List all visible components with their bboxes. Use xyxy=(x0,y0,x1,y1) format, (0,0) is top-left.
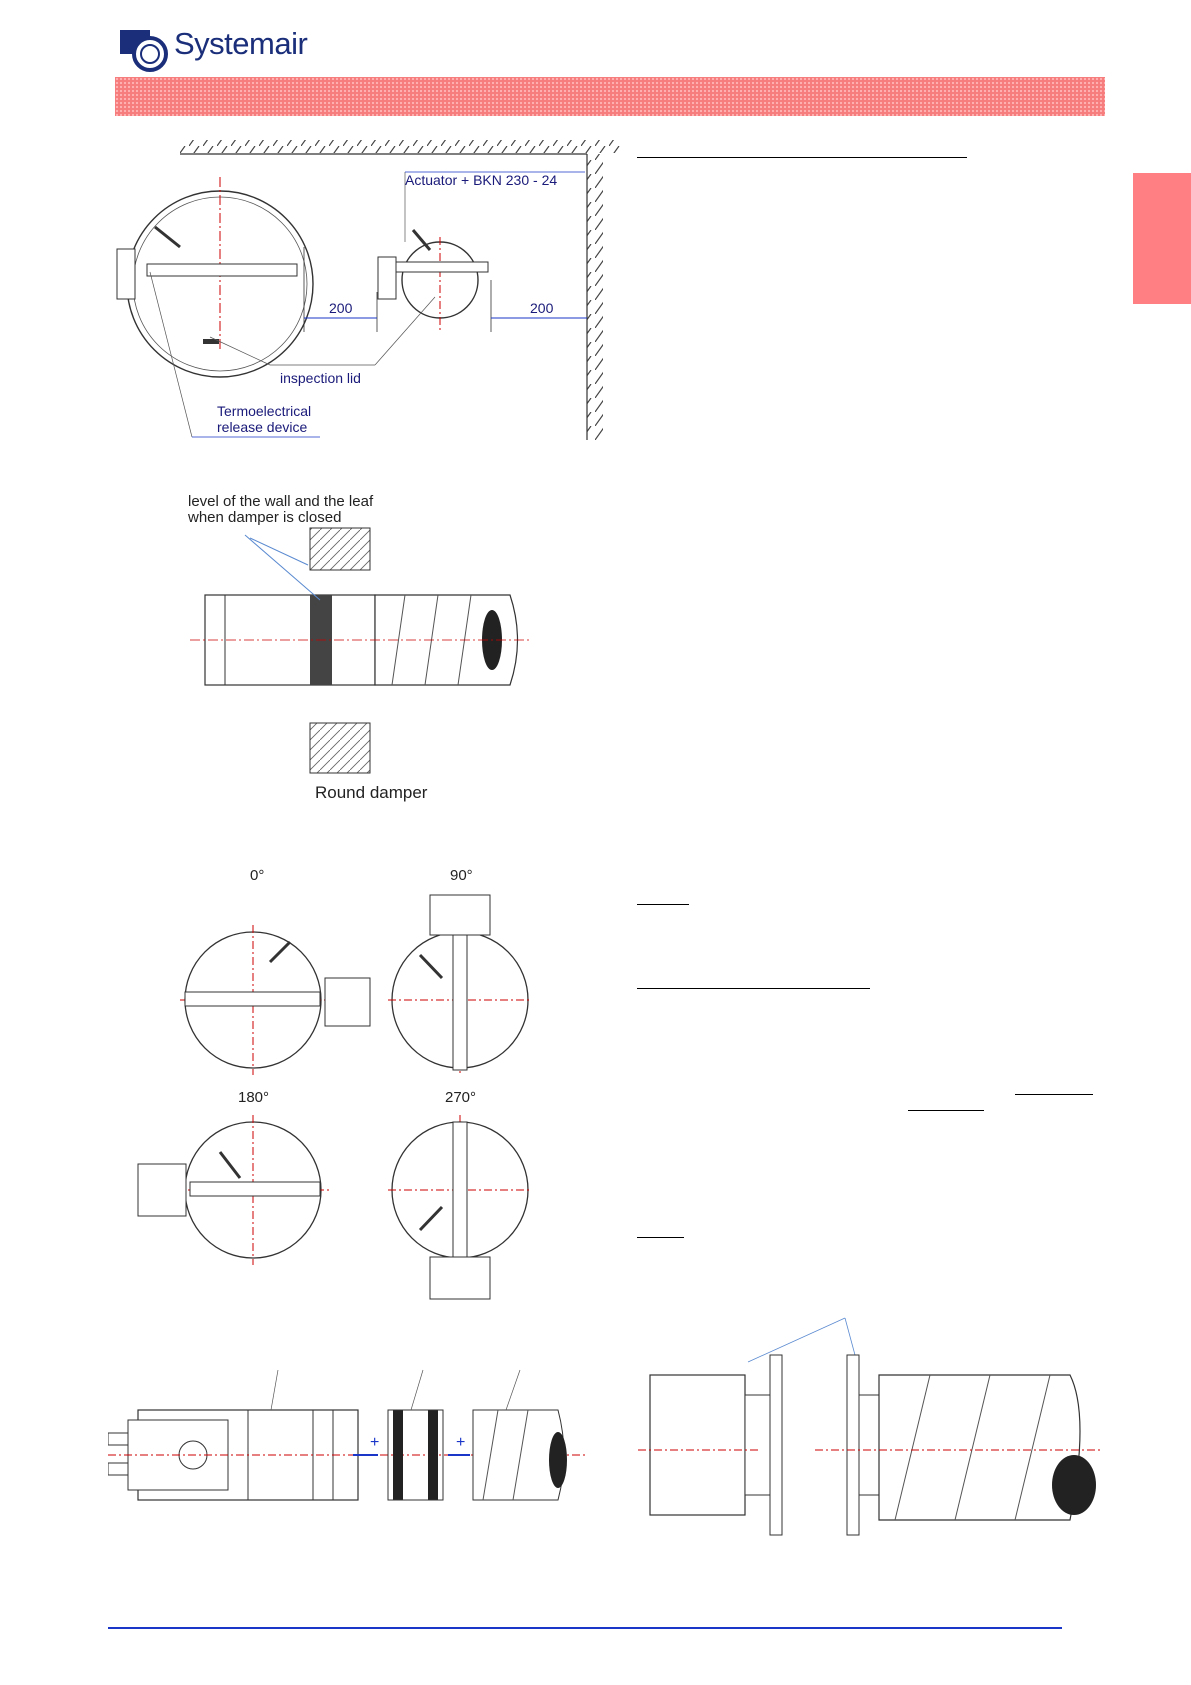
inspection-lid-label: inspection lid xyxy=(280,370,361,386)
damper-0-deg xyxy=(180,925,370,1075)
release-device-label-2: release device xyxy=(217,419,308,435)
round-damper-caption: Round damper xyxy=(315,783,428,802)
plus-sign-left: + xyxy=(370,1434,380,1451)
mounting-positions-drawing xyxy=(120,860,550,1310)
systemair-logo-mark xyxy=(118,24,174,72)
large-damper xyxy=(117,177,313,377)
round-damper-wall-drawing xyxy=(180,490,540,810)
flange-left xyxy=(770,1355,782,1535)
wall-level-label-2: when damper is closed xyxy=(188,509,342,526)
left-duct-section xyxy=(650,1375,745,1515)
angle-90-label: 90° xyxy=(450,867,473,884)
chapter-tab xyxy=(1133,173,1191,304)
heading-underline-4 xyxy=(1015,1094,1093,1095)
brand-name: Systemair xyxy=(174,26,308,61)
actuator-label: Actuator + BKN 230 - 24 xyxy=(405,172,558,188)
damper-180-deg xyxy=(138,1115,330,1265)
wall-hatch xyxy=(587,154,603,440)
spiral-duct-section xyxy=(879,1375,1080,1520)
angle-180-label: 180° xyxy=(238,1089,270,1106)
dimension-left-label: 200 xyxy=(329,300,353,316)
plus-sign-right: + xyxy=(456,1434,466,1451)
heading-underline-3 xyxy=(637,988,870,989)
damper-270-deg xyxy=(388,1115,532,1300)
dimension-right-label: 200 xyxy=(530,300,554,316)
heading-underline-6 xyxy=(637,1237,684,1238)
wall-top xyxy=(310,528,370,570)
damper-90-deg xyxy=(388,895,532,1075)
flange-connection-drawing xyxy=(630,1310,1120,1555)
ceiling-hatch xyxy=(180,140,620,153)
angle-0-label: 0° xyxy=(250,867,265,884)
heading-underline-5 xyxy=(908,1110,984,1111)
small-damper xyxy=(378,230,488,332)
wall-level-label-1: level of the wall and the leaf xyxy=(188,493,374,510)
release-device-label-1: Termoelectrical xyxy=(217,403,312,419)
flange-right xyxy=(847,1355,859,1535)
assembly-drawing xyxy=(108,1365,598,1550)
heading-underline-1 xyxy=(637,157,967,158)
systemair-logo xyxy=(118,24,318,72)
heading-underline-2 xyxy=(637,904,689,905)
footer-rule xyxy=(108,1627,1062,1629)
angle-270-label: 270° xyxy=(445,1089,477,1106)
wall-bottom xyxy=(310,723,370,773)
installation-distance-drawing xyxy=(105,132,625,452)
header-banner xyxy=(115,77,1105,116)
